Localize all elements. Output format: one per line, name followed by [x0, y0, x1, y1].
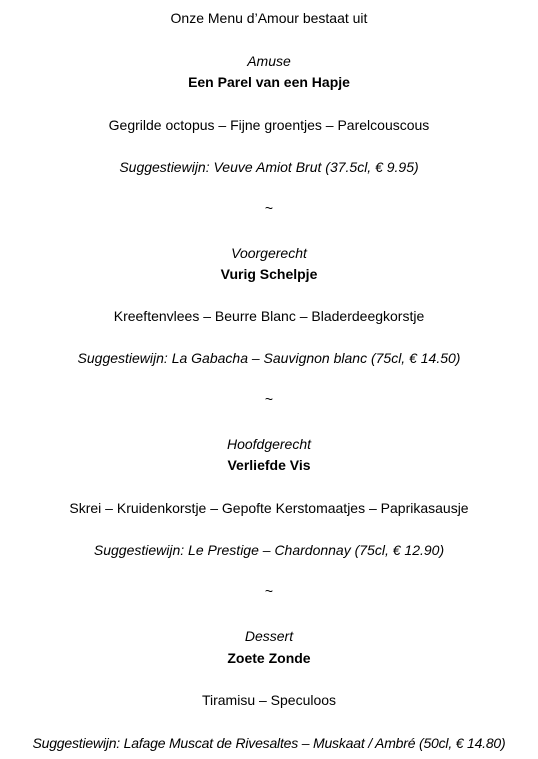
course-title-voorgerecht: Vurig Schelpje	[220, 266, 318, 282]
menu-intro: Onze Menu d’Amour bestaat uit	[170, 10, 368, 26]
course-label-dessert: Dessert	[244, 628, 294, 644]
course-title-dessert: Zoete Zonde	[227, 650, 311, 666]
course-ingredients-dessert: Tiramisu – Speculoos	[201, 692, 337, 708]
course-label-voorgerecht: Voorgerecht	[231, 245, 307, 261]
course-ingredients-hoofdgerecht: Skrei – Kruidenkorstje – Gepofte Kerstomaatjes – Paprikasausje	[69, 500, 469, 516]
course-ingredients-amuse: Gegrilde octopus – Fijne groentjes – Parelcouscous	[108, 117, 430, 133]
course-title-amuse: Een Parel van een Hapje	[188, 74, 350, 90]
wine-suggestion-voorgerecht: Suggestiewijn: La Gabacha – Sauvignon blanc (75cl, € 14.50)	[77, 350, 461, 366]
course-separator: ~	[264, 391, 274, 407]
course-separator: ~	[264, 583, 274, 599]
wine-suggestion-amuse: Suggestiewijn: Veuve Amiot Brut (37.5cl, € 9.95)	[119, 159, 419, 175]
wine-suggestion-dessert: Suggestiewijn: Lafage Muscat de Rivesaltes – Muskaat / Ambré (50cl, € 14.80)	[32, 735, 506, 751]
course-separator: ~	[264, 200, 274, 216]
course-label-hoofdgerecht: Hoofdgerecht	[226, 436, 312, 452]
course-title-hoofdgerecht: Verliefde Vis	[227, 457, 311, 473]
course-label-amuse: Amuse	[247, 53, 291, 69]
course-ingredients-voorgerecht: Kreeftenvlees – Beurre Blanc – Bladerdeegkorstje	[113, 308, 425, 324]
wine-suggestion-hoofdgerecht: Suggestiewijn: Le Prestige – Chardonnay (75cl, € 12.90)	[93, 542, 445, 558]
